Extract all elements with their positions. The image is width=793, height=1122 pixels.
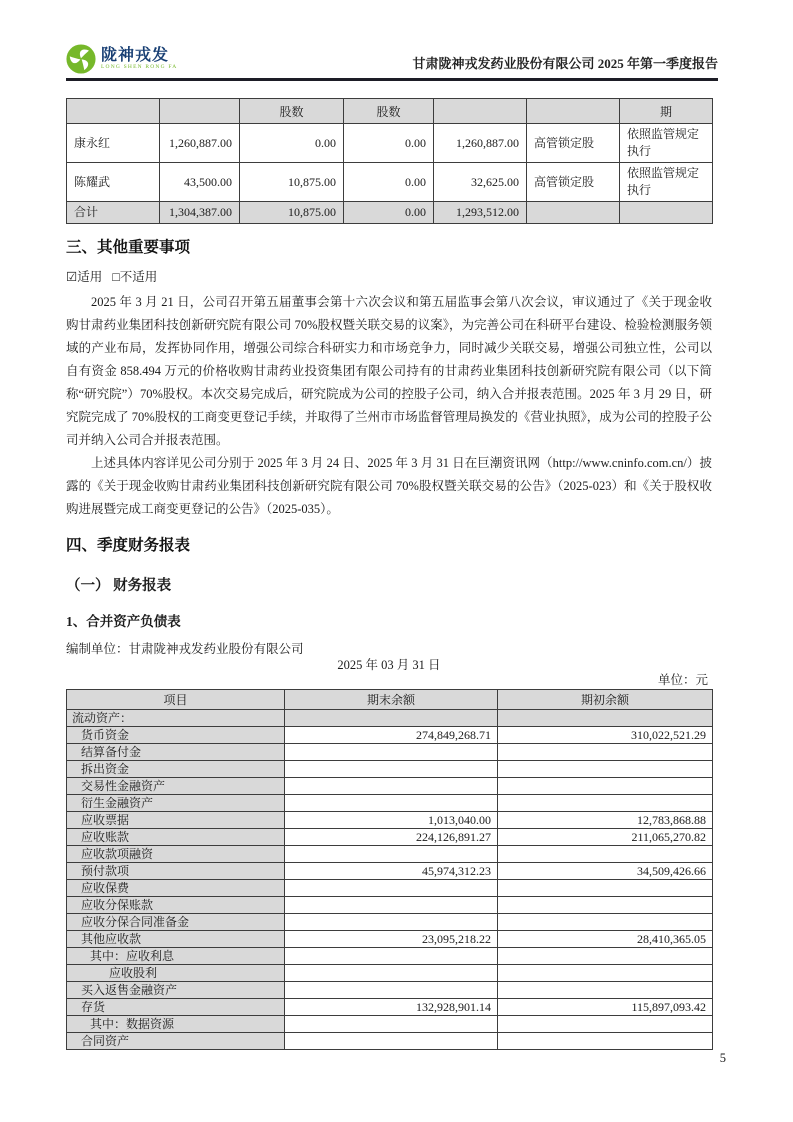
balance-sheet-beginning-value (498, 846, 713, 863)
balance-sheet-beginning-value: 34,509,426.66 (498, 863, 713, 880)
balance-sheet-header-cell: 期初余额 (498, 690, 713, 710)
subsection-title-financial-statements: （一） 财务报表 (66, 578, 172, 594)
balance-sheet-item-label: 流动资产： (67, 710, 285, 727)
lockup-table-row (67, 163, 713, 202)
lockup-header-cell: 股数 (240, 99, 344, 124)
balance-sheet-item-label: 预付款项 (67, 863, 285, 880)
checkbox-not-applicable: □不适用 (112, 270, 158, 284)
lockup-cell: 0.00 (344, 163, 434, 202)
balance-sheet-row (67, 931, 713, 948)
balance-sheet-row (67, 778, 713, 795)
lockup-cell: 依照监管规定执行 (620, 124, 713, 163)
balance-sheet-item-label: 其中：应收利息 (67, 948, 285, 965)
balance-sheet-ending-value (285, 965, 498, 982)
balance-sheet-ending-value (285, 914, 498, 931)
lockup-cell: 32,625.00 (434, 163, 527, 202)
balance-sheet-item-label: 应收保费 (67, 880, 285, 897)
logo-chinese-name: 陇神戎发 (101, 47, 170, 64)
lockup-cell (620, 202, 713, 224)
lockup-cell: 1,293,512.00 (434, 202, 527, 224)
balance-sheet-beginning-value (498, 778, 713, 795)
other-matters-paragraph-2: 上述具体内容详见公司分别于 2025 年 3 月 24 日、2025 年 3 月 31 日在巨潮资讯网（http://www.cninfo.com.cn/）披露的《关于现金收购甘肃药业集团科技创新研究院有限公司 70%股权暨关联交易的公告》（2025-023）和《关于股权收购进展暨完成工商变更登记的公告》（2025-035）。 (66, 456, 712, 516)
lockup-table-header-row (67, 99, 713, 124)
balance-sheet-beginning-value (498, 1033, 713, 1050)
lockup-total-row (67, 202, 713, 224)
prepared-by-line: 编制单位：甘肃陇神戎发药业股份有限公司 (66, 642, 304, 656)
lockup-cell: 高管锁定股 (527, 124, 620, 163)
balance-sheet-row (67, 761, 713, 778)
lockup-cell: 0.00 (344, 202, 434, 224)
balance-sheet-ending-value (285, 846, 498, 863)
balance-sheet-item-label: 应收票据 (67, 812, 285, 829)
checkbox-applicable-checked: ☑适用 (66, 270, 103, 284)
balance-sheet-beginning-value (498, 948, 713, 965)
balance-sheet-item-label: 交易性金融资产 (67, 778, 285, 795)
balance-sheet-row (67, 965, 713, 982)
balance-sheet-beginning-value (498, 914, 713, 931)
balance-sheet-item-label: 其他应收款 (67, 931, 285, 948)
lockup-cell: 10,875.00 (240, 163, 344, 202)
balance-sheet-ending-value (285, 1016, 498, 1033)
balance-sheet-ending-value (285, 744, 498, 761)
lockup-header-cell: 期 (620, 99, 713, 124)
balance-sheet-row (67, 948, 713, 965)
balance-sheet-ending-value: 1,013,040.00 (285, 812, 498, 829)
balance-sheet-ending-value (285, 880, 498, 897)
balance-sheet-row (67, 829, 713, 846)
balance-sheet-item-label: 其中：数据资源 (67, 1016, 285, 1033)
balance-sheet-ending-value (285, 897, 498, 914)
balance-sheet-item-label: 应收款项融资 (67, 846, 285, 863)
balance-sheet-row (67, 914, 713, 931)
lockup-header-cell (434, 99, 527, 124)
lockup-cell: 0.00 (240, 124, 344, 163)
balance-sheet-beginning-value (498, 744, 713, 761)
balance-sheet-beginning-value: 12,783,868.88 (498, 812, 713, 829)
report-title: 甘肃陇神戎发药业股份有限公司 2025 年第一季度报告 (412, 56, 718, 71)
balance-sheet-item-label: 衍生金融资产 (67, 795, 285, 812)
balance-sheet-ending-value (285, 982, 498, 999)
balance-sheet-item-label: 拆出资金 (67, 761, 285, 778)
balance-sheet-ending-value (285, 710, 498, 727)
balance-sheet-beginning-value (498, 1016, 713, 1033)
balance-sheet-item-label: 结算备付金 (67, 744, 285, 761)
balance-sheet-row (67, 1033, 713, 1050)
section-title-other-matters: 三、其他重要事项 (66, 239, 191, 256)
lockup-cell: 1,304,387.00 (160, 202, 240, 224)
balance-sheet-item-label: 应收账款 (67, 829, 285, 846)
balance-sheet-ending-value (285, 1033, 498, 1050)
balance-sheet-row (67, 1016, 713, 1033)
lockup-cell (527, 202, 620, 224)
balance-sheet-row (67, 727, 713, 744)
lockup-cell: 1,260,887.00 (160, 124, 240, 163)
section-title-financial-statements: 四、季度财务报表 (66, 537, 191, 554)
balance-sheet-table (66, 689, 713, 1050)
balance-sheet-item-label: 存货 (67, 999, 285, 1016)
balance-sheet-beginning-value: 310,022,521.29 (498, 727, 713, 744)
balance-sheet-beginning-value (498, 761, 713, 778)
balance-sheet-beginning-value (498, 897, 713, 914)
header-rule (66, 78, 718, 81)
balance-sheet-beginning-value (498, 965, 713, 982)
balance-sheet-row (67, 863, 713, 880)
lockup-cell: 依照监管规定执行 (620, 163, 713, 202)
statement-title-balance-sheet: 1、合并资产负债表 (66, 614, 181, 629)
other-matters-paragraph-1: 2025 年 3 月 21 日，公司召开第五届董事会第十六次会议和第五届监事会第八次会议，审议通过了《关于现金收购甘肃药业集团科技创新研究院有限公司 70%股权暨关联交易的议案》，为完善公司在科研平台建设、检验检测服务领域的产业布局，发挥协同作用，增强公司综合科研实力和市场竞争力，同时减少关联交易，增强公司独立性，公司以自有资金 858.494 万元的价格收购甘肃药业投资集团有限公司持有的甘肃药业集团科技创新研究院有限公司（以下简称“研究院”）70%股权。本次交易完成后，研究院成为公司的控股子公司，纳入合并报表范围。2025 年 3 月 29 日，研究院完成了 70%股权的工商变更登记手续，并取得了兰州市市场监督管理局换发的《营业执照》，成为公司的控股子公司并纳入公司合并报表范围。 (66, 295, 712, 447)
logo-text (101, 47, 177, 71)
balance-sheet-row (67, 999, 713, 1016)
balance-sheet-beginning-value (498, 795, 713, 812)
balance-sheet-row (67, 846, 713, 863)
balance-sheet-row (67, 812, 713, 829)
balance-sheet-ending-value: 45,974,312.23 (285, 863, 498, 880)
balance-sheet-ending-value (285, 761, 498, 778)
lockup-cell: 43,500.00 (160, 163, 240, 202)
balance-sheet-item-label: 合同资产 (67, 1033, 285, 1050)
lockup-cell: 高管锁定股 (527, 163, 620, 202)
balance-sheet-row (67, 795, 713, 812)
unit-label: 单位：元 (657, 673, 708, 687)
logo-pinwheel-icon (66, 44, 96, 74)
balance-sheet-beginning-value (498, 880, 713, 897)
lockup-cell: 10,875.00 (240, 202, 344, 224)
balance-sheet-header-cell: 期末余额 (285, 690, 498, 710)
lockup-cell: 1,260,887.00 (434, 124, 527, 163)
page-number: 5 (719, 1051, 726, 1065)
balance-sheet-beginning-value: 115,897,093.42 (498, 999, 713, 1016)
lockup-cell: 陈耀武 (67, 163, 160, 202)
company-logo (66, 44, 177, 74)
balance-sheet-row (67, 897, 713, 914)
lockup-header-cell: 股数 (344, 99, 434, 124)
balance-sheet-header-row (67, 690, 713, 710)
lockup-header-cell (527, 99, 620, 124)
page-header (66, 44, 718, 74)
balance-sheet-ending-value (285, 948, 498, 965)
balance-sheet-ending-value (285, 795, 498, 812)
lockup-shares-table (66, 98, 713, 224)
statement-date: 2025 年 03 月 31 日 (337, 658, 441, 672)
balance-sheet-beginning-value (498, 982, 713, 999)
balance-sheet-item-label: 应收分保合同准备金 (67, 914, 285, 931)
balance-sheet-ending-value: 274,849,268.71 (285, 727, 498, 744)
lockup-table-row (67, 124, 713, 163)
lockup-cell: 0.00 (344, 124, 434, 163)
balance-sheet-ending-value: 224,126,891.27 (285, 829, 498, 846)
balance-sheet-header-cell: 项目 (67, 690, 285, 710)
balance-sheet-item-label: 货币资金 (67, 727, 285, 744)
lockup-cell: 康永红 (67, 124, 160, 163)
balance-sheet-row (67, 710, 713, 727)
balance-sheet-row (67, 982, 713, 999)
lockup-header-cell (67, 99, 160, 124)
balance-sheet-beginning-value (498, 710, 713, 727)
lockup-header-cell (160, 99, 240, 124)
balance-sheet-ending-value: 132,928,901.14 (285, 999, 498, 1016)
balance-sheet-item-label: 买入返售金融资产 (67, 982, 285, 999)
balance-sheet-row (67, 880, 713, 897)
balance-sheet-item-label: 应收分保账款 (67, 897, 285, 914)
balance-sheet-beginning-value: 211,065,270.82 (498, 829, 713, 846)
balance-sheet-beginning-value: 28,410,365.05 (498, 931, 713, 948)
balance-sheet-ending-value (285, 778, 498, 795)
applicability-line (66, 268, 712, 286)
balance-sheet-row (67, 744, 713, 761)
balance-sheet-ending-value: 23,095,218.22 (285, 931, 498, 948)
balance-sheet-item-label: 应收股利 (67, 965, 285, 982)
lockup-cell: 合计 (67, 202, 160, 224)
logo-english-name: LONG SHEN RONG FA (101, 64, 178, 70)
